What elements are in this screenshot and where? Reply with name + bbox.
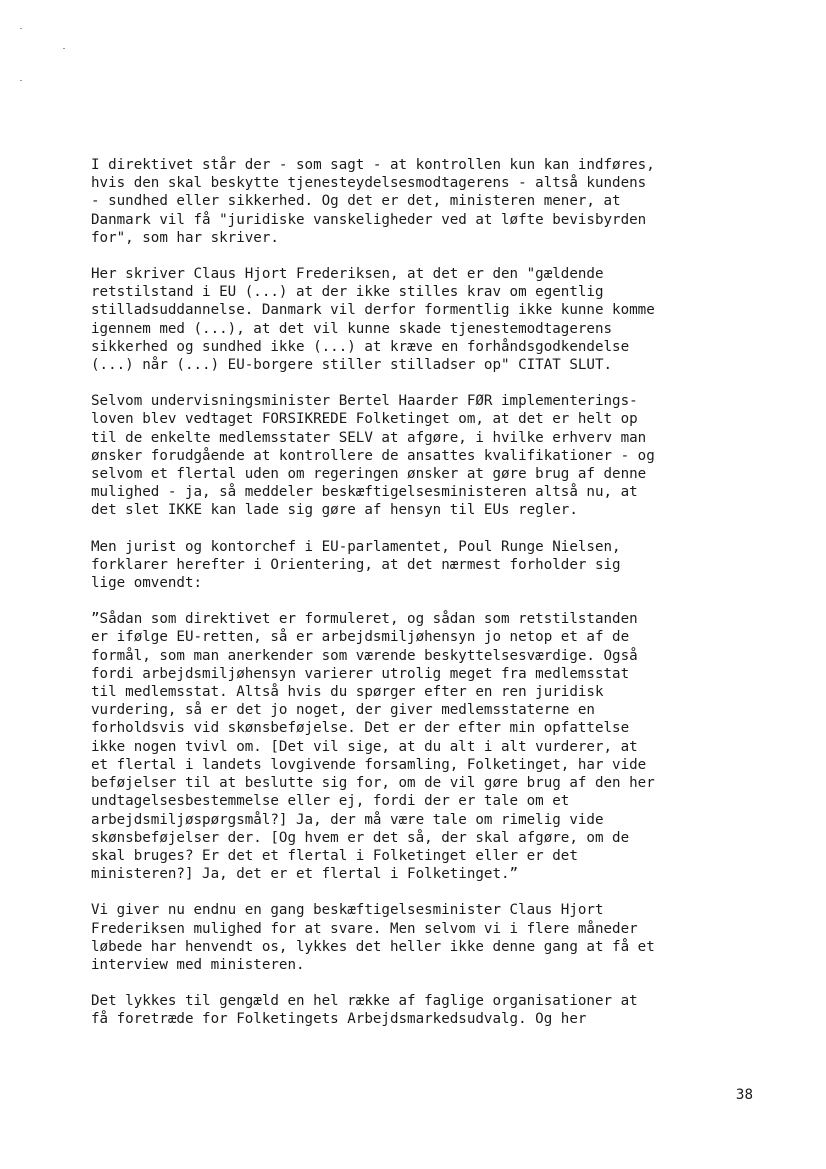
paragraph-jurist-intro: Men jurist og kontorchef i EU-parlamentet, Poul Runge Nielsen, forklarer herefter i Orientering, at det nærmest forholder sig lige omvendt: bbox=[91, 538, 621, 592]
scan-speck bbox=[63, 48, 65, 49]
scan-speck bbox=[20, 28, 22, 29]
paragraph-minister-quote: Her skriver Claus Hjort Frederiksen, at det er den "gældende retstilstand i EU (...) at der ikke stilles krav om egentlig stilladsuddannelse. Danmark vil derfor formentlig ikke kunne komme igennem med (...), at det vil kunne skade tjenestemodtagerens sikkerhed og sundhed ikke (...) at kræve en forhåndsgodkendelse (...) når (...) EU-borgere stiller stilladser op" CITAT SLUT. bbox=[91, 266, 655, 374]
paragraph-haarder: Selvom undervisningsminister Bertel Haarder FØR implementerings- loven blev vedtaget FORSIKREDE Folketinget om, at det er helt op til de enkelte medlemsstater SELV at afgøre, i hvilke erhverv man ønsker forudgående at kontrollere de ansattes kvalifikationer - og selvom et flertal uden om regeringen ønsker at gøre brug af denne mulighed - ja, så meddeler beskæftigelsesministeren altså nu, at det slet IKKE kan lade sig gøre af hensyn til EUs regler. bbox=[91, 393, 655, 519]
page-body bbox=[91, 156, 751, 1047]
paragraph-directive: I direktivet står der - som sagt - at kontrollen kun kan indføres, hvis den skal beskytte tjenesteydelsesmodtagerens - altså kundens - sundhed eller sikkerhed. Og det er det, ministeren mener, at Danmark vil få "juridiske vanskeligheder ved at løfte bevisbyrden for", som har skriver. bbox=[91, 157, 655, 246]
paragraph-jurist-quote: ”Sådan som direktivet er formuleret, og sådan som retstilstanden er ifølge EU-retten, så er arbejdsmiljøhensyn jo netop et af de formål, som man anerkender som værende beskyttelsesværdige. Også fordi arbejdsmiljøhensyn varierer utrolig meget fra medlemsstat til medlemsstat. Altså hvis du spørger efter en ren juridisk vurdering, så er det jo noget, der giver medlemsstaterne en forholdsvis vid skønsbeføjelse. Det er der efter min opfattelse ikke nogen tvivl om. [Det vil sige, at du alt i alt vurderer, at et flertal i landets lovgivende forsamling, Folketinget, har vide beføjelser til at beslutte sig for, om de vil gøre brug af den her undtagelsesbestemmelse eller ej, fordi der er tale om et arbejdsmiljøspørgsmål?] Ja, der må være tale om rimelig vide skønsbeføjelser der. [Og hvem er det så, der skal afgøre, om de skal bruges? Er det et flertal i Folketinget eller er det ministeren?] Ja, det er et flertal i Folketinget.” bbox=[91, 611, 655, 883]
paragraph-organisations: Det lykkes til gengæld en hel række af faglige organisationer at få foretræde for Folketingets Arbejdsmarkedsudvalg. Og her bbox=[91, 993, 638, 1028]
scan-speck bbox=[20, 80, 22, 81]
page-number: 38 bbox=[735, 1087, 753, 1103]
paragraph-no-interview: Vi giver nu endnu en gang beskæftigelsesminister Claus Hjort Frederiksen mulighed for at svare. Men selvom vi i flere måneder løbede har henvendt os, lykkes det heller ikke denne gang at få et interview med ministeren. bbox=[91, 902, 655, 973]
